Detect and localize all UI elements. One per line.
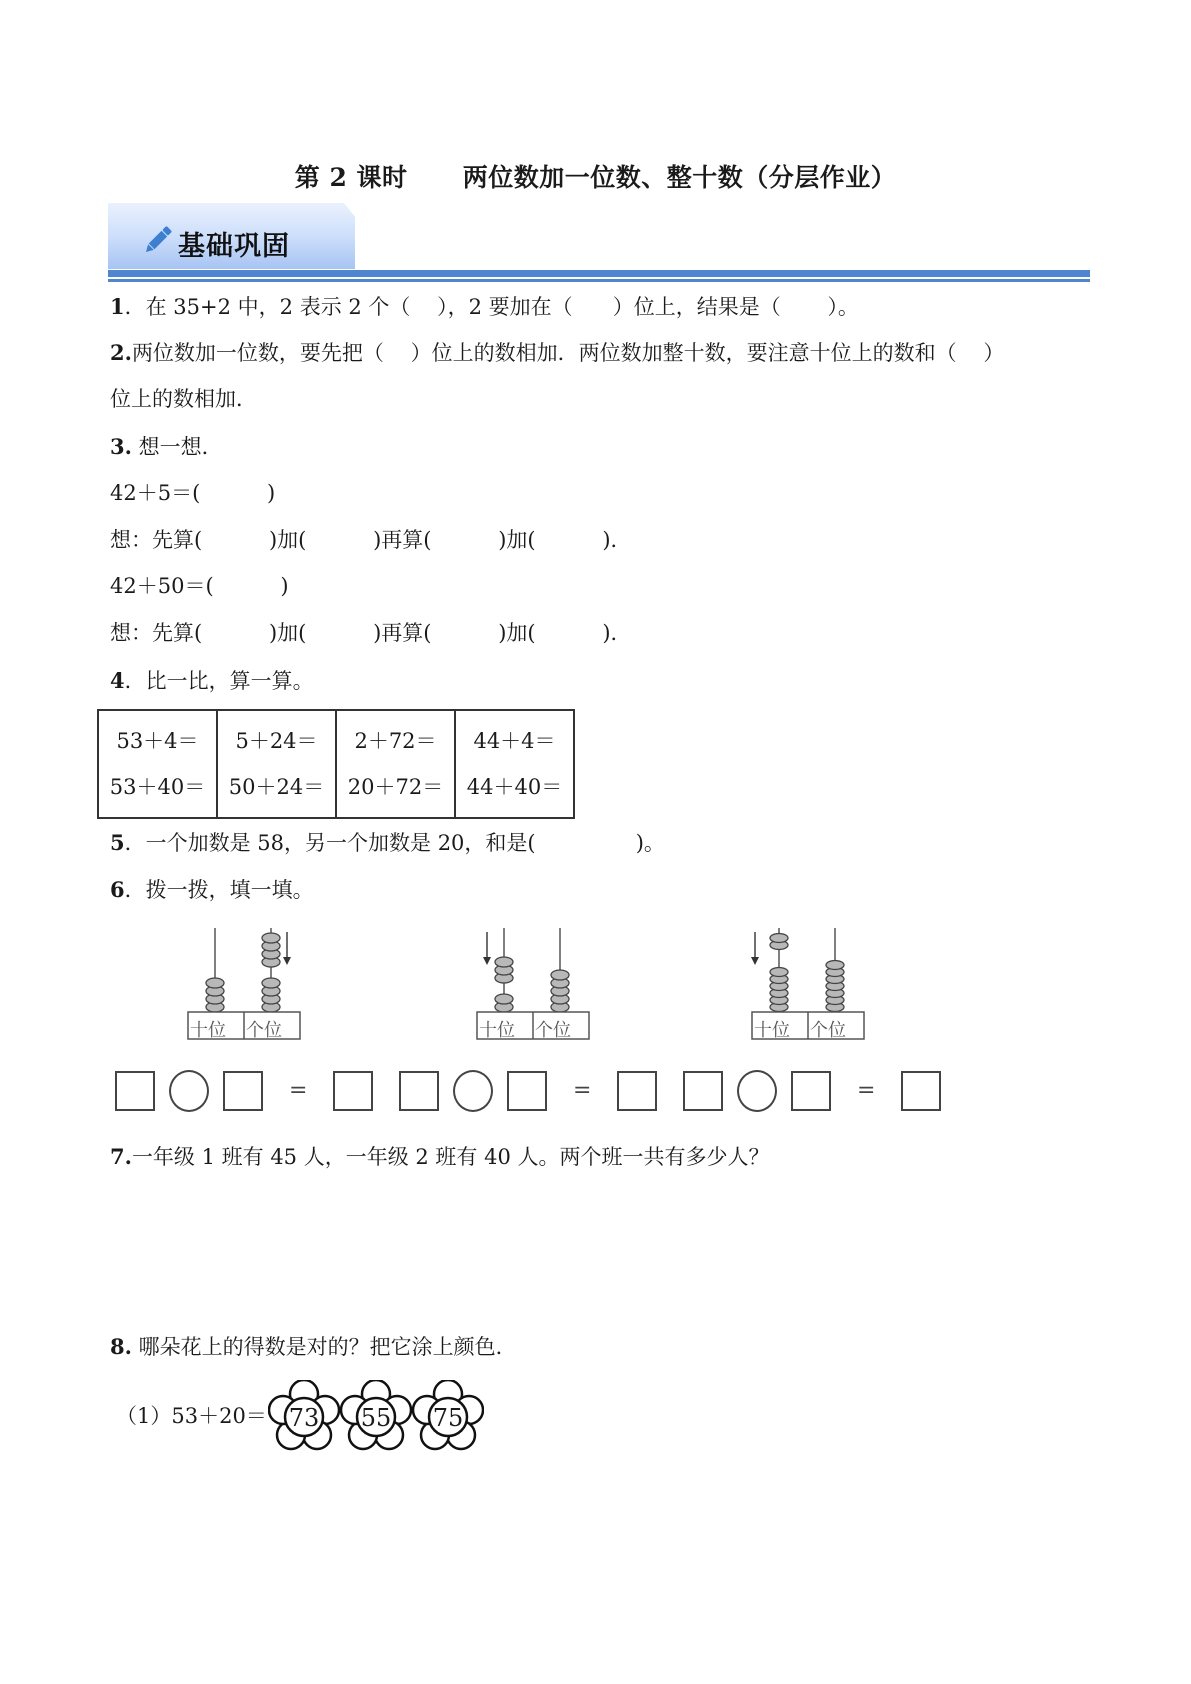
- pencil-icon: [140, 222, 176, 258]
- operator-circle[interactable]: [737, 1070, 777, 1112]
- expression: 50＋24＝: [228, 775, 325, 799]
- compare-cell: [336, 710, 455, 818]
- page-title: 第 2 课时 两位数加一位数、整十数（分层作业）: [294, 163, 897, 192]
- question-2: [110, 342, 1004, 364]
- answer-box[interactable]: [683, 1071, 723, 1111]
- question-text: 哪朵花上的得数是对的？把它涂上颜色．: [131, 1335, 517, 1359]
- expression: 44＋40＝: [466, 775, 563, 799]
- equals-sign: =: [289, 1078, 308, 1103]
- question-title: ．拨一拨，填一填。: [124, 878, 314, 902]
- compare-cell: [217, 710, 336, 818]
- section-title: 基础巩固: [178, 231, 290, 262]
- abacus-2: [476, 928, 590, 1040]
- question-text: 两位数加一位数，要先把（ ）位上的数相加．两位数加整十数，要注意十位上的数和（ ）: [131, 341, 1005, 365]
- flower-option[interactable]: [268, 1380, 340, 1452]
- arrow-down-icon: [751, 932, 759, 965]
- question-number: 3.: [110, 434, 132, 459]
- ones-label: 个位: [246, 1020, 282, 1041]
- sub-question-1: （1）53＋20＝: [116, 1404, 267, 1428]
- expression: 5＋24＝: [235, 729, 318, 753]
- abacus-3: [751, 928, 865, 1040]
- question-number: 4: [110, 668, 125, 693]
- question-3: [110, 436, 223, 458]
- question-number: 8.: [110, 1334, 132, 1359]
- expression-2: 42＋50＝( ): [110, 574, 289, 598]
- header-rule-thin: [108, 279, 1090, 282]
- flower-value: 55: [360, 1404, 392, 1432]
- equals-sign: =: [857, 1078, 876, 1103]
- question-5: [110, 832, 665, 854]
- answer-box[interactable]: [223, 1071, 263, 1111]
- answer-box[interactable]: [901, 1071, 941, 1111]
- question-7: [110, 1146, 770, 1168]
- arrow-down-icon: [483, 932, 491, 965]
- answer-box[interactable]: [507, 1071, 547, 1111]
- compare-cell: [98, 710, 217, 818]
- answer-box[interactable]: [115, 1071, 155, 1111]
- question-title: 想一想．: [131, 435, 223, 459]
- operator-circle[interactable]: [169, 1070, 209, 1112]
- flower-option[interactable]: [340, 1380, 412, 1452]
- expression: 44＋4＝: [473, 729, 556, 753]
- question-text: 一年级 1 班有 45 人，一年级 2 班有 40 人。两个班一共有多少人？: [131, 1145, 770, 1169]
- question-number: 7.: [110, 1144, 132, 1169]
- think-line-2: 想：先算( )加( )再算( )加( )．: [110, 621, 632, 645]
- question-number: 5: [110, 830, 125, 855]
- question-1: [110, 296, 859, 318]
- compare-table: [97, 709, 575, 819]
- question-text: ．在 35+2 中，2 表示 2 个（ ），2 要加在（ ）位上，结果是（ ）。: [124, 295, 859, 319]
- tens-label: 十位: [479, 1020, 515, 1041]
- think-line-1: 想：先算( )加( )再算( )加( )．: [110, 528, 632, 552]
- question-6: [110, 879, 314, 901]
- ones-label: 个位: [535, 1020, 571, 1041]
- expression: 2＋72＝: [354, 729, 437, 753]
- question-title: ．比一比，算一算。: [124, 669, 314, 693]
- question-number: 6: [110, 877, 125, 902]
- question-number: 2.: [110, 340, 132, 365]
- answer-box[interactable]: [791, 1071, 831, 1111]
- tens-label: 十位: [190, 1020, 226, 1041]
- answer-box[interactable]: [399, 1071, 439, 1111]
- question-8: [110, 1336, 517, 1358]
- question-2-cont: 位上的数相加．: [110, 387, 257, 411]
- flower-value: 73: [288, 1404, 320, 1432]
- answer-box[interactable]: [333, 1071, 373, 1111]
- operator-circle[interactable]: [453, 1070, 493, 1112]
- question-4: [110, 670, 314, 692]
- tens-label: 十位: [754, 1020, 790, 1041]
- abacus-1: [187, 928, 301, 1040]
- arrow-down-icon: [283, 932, 291, 965]
- expression: 53＋40＝: [109, 775, 206, 799]
- expression-1: 42＋5＝( ): [110, 481, 276, 505]
- ones-label: 个位: [810, 1020, 846, 1041]
- question-text: ．一个加数是 58，另一个加数是 20，和是( )。: [124, 831, 665, 855]
- question-number: 1: [110, 294, 125, 319]
- header-rule: [108, 270, 1090, 277]
- flower-option[interactable]: [412, 1380, 484, 1452]
- answer-box[interactable]: [617, 1071, 657, 1111]
- expression: 20＋72＝: [347, 775, 444, 799]
- flower-value: 75: [432, 1404, 464, 1432]
- expression: 53＋4＝: [116, 729, 199, 753]
- compare-cell: [455, 710, 574, 818]
- equals-sign: =: [573, 1078, 592, 1103]
